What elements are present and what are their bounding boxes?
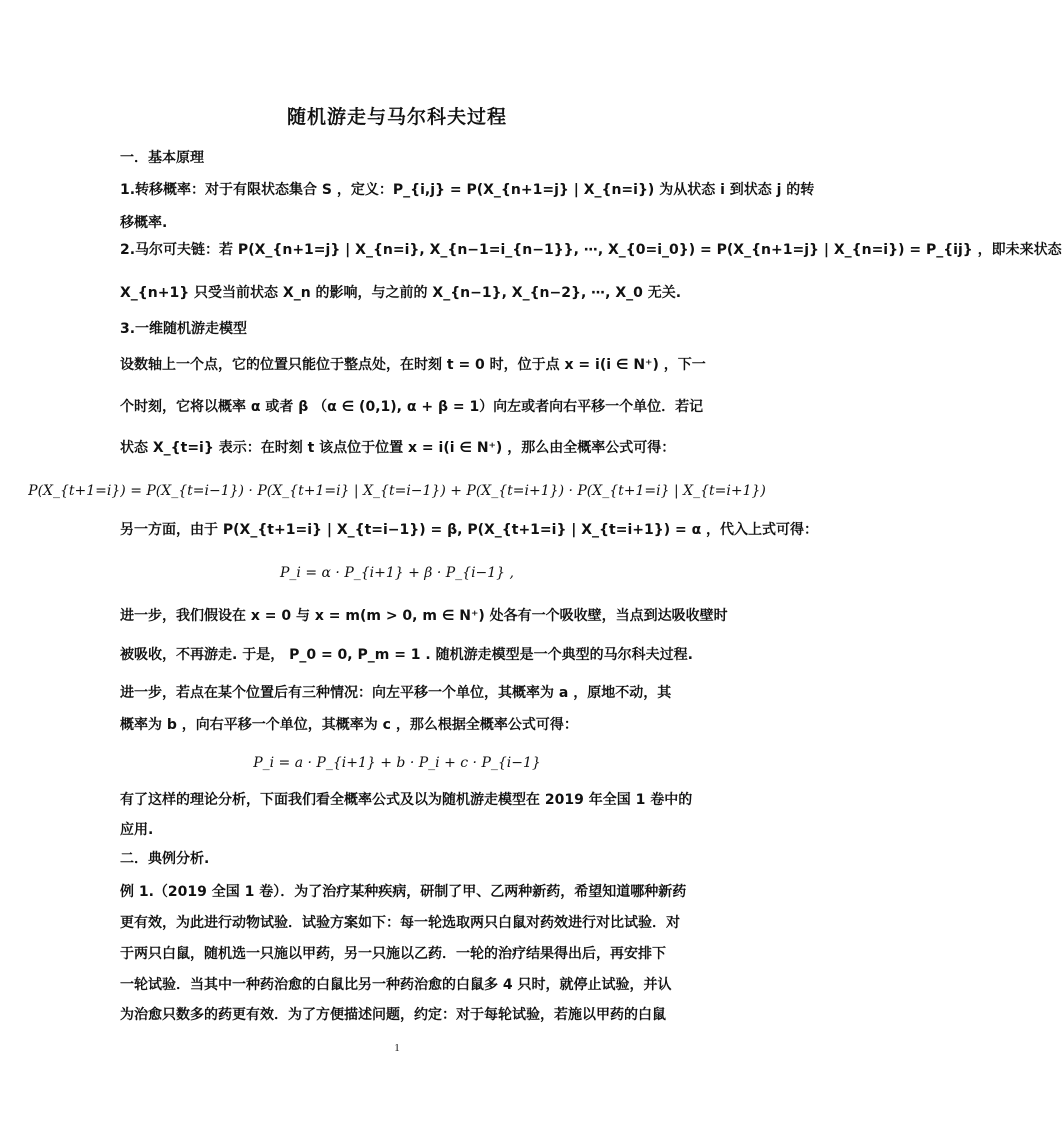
paragraph-line: 更有效，为此进行动物试验．试验方案如下：每一轮选取两只白鼠对药效进行对比试验．对 [120, 915, 680, 931]
paragraph-line: 为治愈只数多的药更有效．为了方便描述问题，约定：对于每轮试验，若施以甲药的白鼠 [120, 1007, 666, 1023]
section-heading-random-walk: 3.一维随机游走模型 [120, 321, 248, 337]
paragraph-line: 进一步，我们假设在 x = 0 与 x = m(m > 0, m ∈ N⁺) 处各有一个吸收壁，当点到达吸收壁时 [120, 608, 728, 624]
formula-three-cases: P_i = a · P_{i+1} + b · P_i + c · P_{i−1} [253, 755, 541, 771]
paragraph-line: X_{n+1} 只受当前状态 X_n 的影响，与之前的 X_{n−1}, X_{n−2}, ⋯, X_0 无关. [120, 285, 682, 301]
paragraph-line: 2.马尔可夫链：若 P(X_{n+1=j} | X_{n=i}, X_{n−1=i_{n−1}}, ⋯, X_{0=i_0}) = P(X_{n+1=j} | X_{n=i}) = P_{ij} ，即未来状态 [120, 242, 1062, 258]
paragraph-line: 进一步，若点在某个位置后有三种情况：向左平移一个单位，其概率为 a ，原地不动，其 [120, 685, 672, 701]
paragraph-line: 另一方面，由于 P(X_{t+1=i} | X_{t=i−1}) = β, P(X_{t+1=i} | X_{t=i+1}) = α ，代入上式可得： [120, 522, 819, 538]
paragraph-line: 被吸收，不再游走. 于是， P_0 = 0, P_m = 1 . 随机游走模型是一个典型的马尔科夫过程. [120, 647, 693, 663]
paragraph-line: 于两只白鼠，随机选一只施以甲药，另一只施以乙药．一轮的治疗结果得出后，再安排下 [120, 946, 666, 962]
paragraph-line: 1.转移概率：对于有限状态集合 S ，定义：P_{i,j} = P(X_{n+1=j} | X_{n=i}) 为从状态 i 到状态 j 的转 [120, 182, 815, 198]
page-number: 1 [394, 1042, 400, 1054]
paragraph-line: 一轮试验．当其中一种药治愈的白鼠比另一种药治愈的白鼠多 4 只时，就停止试验，并认 [120, 977, 672, 993]
paragraph-line: 概率为 b ，向右平移一个单位，其概率为 c ，那么根据全概率公式可得： [120, 717, 578, 733]
paragraph-line: 应用. [120, 822, 154, 838]
formula-recurrence: P_i = α · P_{i+1} + β · P_{i−1} , [279, 565, 514, 581]
paragraph-line: 例 1.（2019 全国 1 卷）．为了治疗某种疾病，研制了甲、乙两种新药，希望知道哪种新药 [120, 884, 687, 900]
section-heading-principles: 一．基本原理 [120, 150, 204, 166]
document-title: 随机游走与马尔科夫过程 [286, 106, 507, 128]
section-heading-examples: 二．典例分析. [120, 851, 210, 867]
paragraph-line: 状态 X_{t=i} 表示：在时刻 t 该点位于位置 x = i(i ∈ N⁺) ，那么由全概率公式可得： [120, 440, 676, 456]
paragraph-line: 有了这样的理论分析，下面我们看全概率公式及以为随机游走模型在 2019 年全国 1 卷中的 [120, 792, 693, 808]
paragraph-line: 设数轴上一个点，它的位置只能位于整点处，在时刻 t = 0 时，位于点 x = i(i ∈ N⁺) ，下一 [120, 357, 706, 373]
formula-total-probability: P(X_{t+1=i}) = P(X_{t=i−1}) · P(X_{t+1=i} | X_{t=i−1}) + P(X_{t=i+1}) · P(X_{t+1=i} | X_{t=i+1}) [28, 483, 766, 499]
paragraph-line: 移概率. [120, 215, 168, 231]
paragraph-line: 个时刻，它将以概率 α 或者 β （α ∈ (0,1), α + β = 1）向左或者向右平移一个单位．若记 [120, 399, 704, 415]
